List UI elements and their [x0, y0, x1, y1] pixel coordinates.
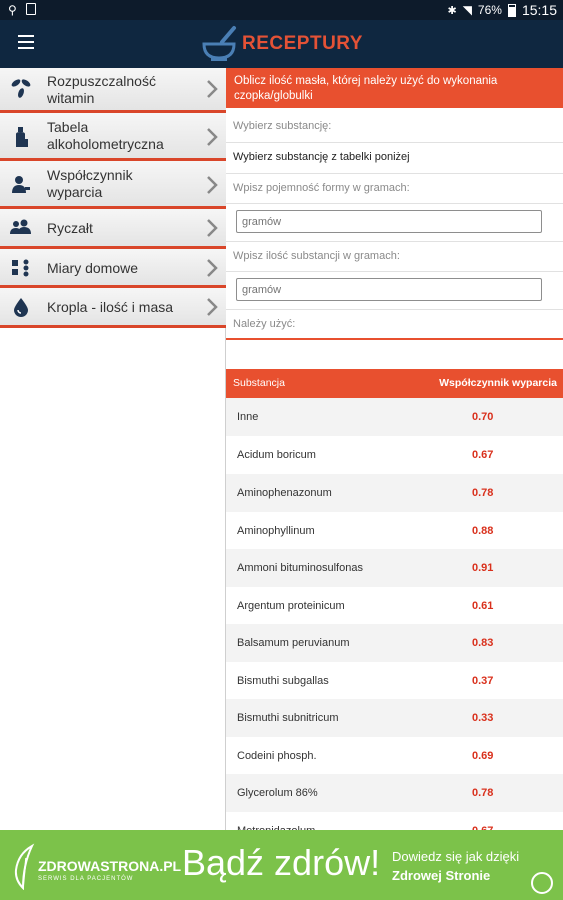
table-row[interactable] [226, 587, 563, 625]
sidebar [0, 68, 226, 900]
menu-icon[interactable] [18, 35, 34, 49]
usb-icon: ⚲ [8, 3, 17, 17]
substance-name: Argentum proteinicum [237, 600, 345, 612]
substance-name: Glycerolum 86% [237, 787, 318, 799]
app-title: RECEPTURY [242, 33, 363, 54]
factor-value: 0.37 [472, 675, 494, 687]
ad-text [392, 847, 519, 885]
capacity-label: Wpisz pojemność formy w gramach: [233, 182, 410, 194]
ad-text-line1: Dowiedz się jak dzięki [392, 849, 520, 864]
table-row[interactable] [226, 737, 563, 775]
mortar-pestle-icon [200, 24, 244, 64]
factor-value: 0.67 [472, 449, 494, 461]
substance-name: Bismuthi subgallas [237, 675, 329, 687]
column-header-factor: Współczynnik wyparcia [439, 377, 557, 389]
chevron-right-icon [206, 127, 218, 147]
divider [226, 173, 563, 174]
factor-value: 0.88 [472, 525, 494, 537]
bluetooth-icon: ✱ [447, 4, 457, 17]
chevron-right-icon [206, 218, 218, 238]
divider [226, 271, 563, 272]
leaf-logo-icon [10, 840, 36, 890]
substance-name: Inne [237, 411, 259, 423]
substance-name: Balsamum peruvianum [237, 637, 350, 649]
sidebar-item-displacement-factor[interactable] [0, 161, 226, 209]
sidebar-item-label: Miary domowe [47, 260, 139, 276]
sidebar-item-label: Ryczałt [47, 220, 93, 236]
factor-value: 0.78 [472, 787, 494, 799]
table-row[interactable] [226, 436, 563, 474]
sidebar-item-alcohol-table[interactable] [0, 113, 226, 161]
measure-icon [10, 257, 32, 279]
divider [226, 241, 563, 242]
factor-value: 0.70 [472, 411, 494, 423]
factor-value: 0.83 [472, 637, 494, 649]
ad-brand: ZDROWASTRONA.PL [38, 858, 182, 874]
table-row[interactable] [226, 512, 563, 550]
status-bar [0, 0, 563, 20]
ad-brand-subtitle: SERWIS DLA PACJENTÓW [38, 876, 134, 882]
substance-name: Aminophyllinum [237, 525, 315, 537]
substance-name: Acidum boricum [237, 449, 316, 461]
chevron-right-icon [206, 258, 218, 278]
substance-name: Bismuthi subnitricum [237, 712, 339, 724]
chevron-right-icon [206, 175, 218, 195]
sidebar-item-label: Tabela alkoholometryczna [47, 119, 164, 152]
sidebar-item-household-measures[interactable] [0, 249, 226, 288]
image-notification-icon [26, 3, 36, 15]
battery-icon [508, 4, 516, 17]
calculator-banner: Oblicz ilość masła, której należy użyć do wykonania czopka/globulki [226, 68, 563, 108]
people-icon [10, 217, 32, 239]
divider [226, 142, 563, 143]
ad-slogan: Bądź zdrów! [182, 842, 381, 883]
factor-value: 0.33 [472, 712, 494, 724]
divider [226, 309, 563, 310]
bottle-icon [10, 126, 32, 148]
divider [226, 203, 563, 204]
wifi-icon: ◥ [462, 3, 472, 17]
factor-value: 0.78 [472, 487, 494, 499]
table-row[interactable] [226, 549, 563, 587]
app-logo [200, 22, 363, 66]
sidebar-item-label: Współczynnik wyparcia [47, 167, 133, 200]
sidebar-item-vitamin-solubility[interactable] [0, 68, 226, 113]
table-row[interactable] [226, 699, 563, 737]
factor-value: 0.61 [472, 600, 494, 612]
substance-label: Wybierz substancję: [233, 120, 332, 132]
person-icon [10, 174, 32, 196]
result-divider [226, 338, 563, 340]
factor-value: 0.69 [472, 750, 494, 762]
sidebar-item-label: Kropla - ilość i masa [47, 299, 174, 315]
chevron-right-icon [206, 297, 218, 317]
vitamin-capsule-icon [10, 77, 32, 99]
table-row[interactable] [226, 774, 563, 812]
amount-input[interactable] [236, 278, 542, 301]
table-row[interactable] [226, 474, 563, 512]
ad-badge-icon [531, 872, 553, 894]
sidebar-item-label: Rozpuszczalność witamin [47, 73, 156, 106]
capacity-input[interactable] [236, 210, 542, 233]
sidebar-item-drop-amount[interactable] [0, 288, 226, 328]
sidebar-item-flat-rate[interactable] [0, 209, 226, 249]
table-row[interactable] [226, 398, 563, 436]
app-bar [0, 20, 563, 68]
table-header [226, 369, 563, 398]
ad-banner[interactable] [0, 830, 563, 900]
battery-percent: 76% [477, 3, 502, 17]
ad-text-line2: Zdrowej Stronie [392, 868, 491, 883]
drop-icon [10, 296, 32, 318]
amount-label: Wpisz ilość substancji w gramach: [233, 250, 400, 262]
clock: 15:15 [521, 2, 557, 18]
column-header-substance: Substancja [233, 377, 285, 389]
result-label: Należy użyć: [233, 318, 296, 330]
chevron-right-icon [206, 79, 218, 99]
table-row[interactable] [226, 624, 563, 662]
factor-value: 0.91 [472, 562, 494, 574]
substance-value[interactable]: Wybierz substancję z tabelki poniżej [233, 151, 410, 163]
substance-name: Aminophenazonum [237, 487, 332, 499]
substance-name: Codeini phosph. [237, 750, 317, 762]
table-row[interactable] [226, 662, 563, 700]
substance-name: Ammoni bituminosulfonas [237, 562, 363, 574]
